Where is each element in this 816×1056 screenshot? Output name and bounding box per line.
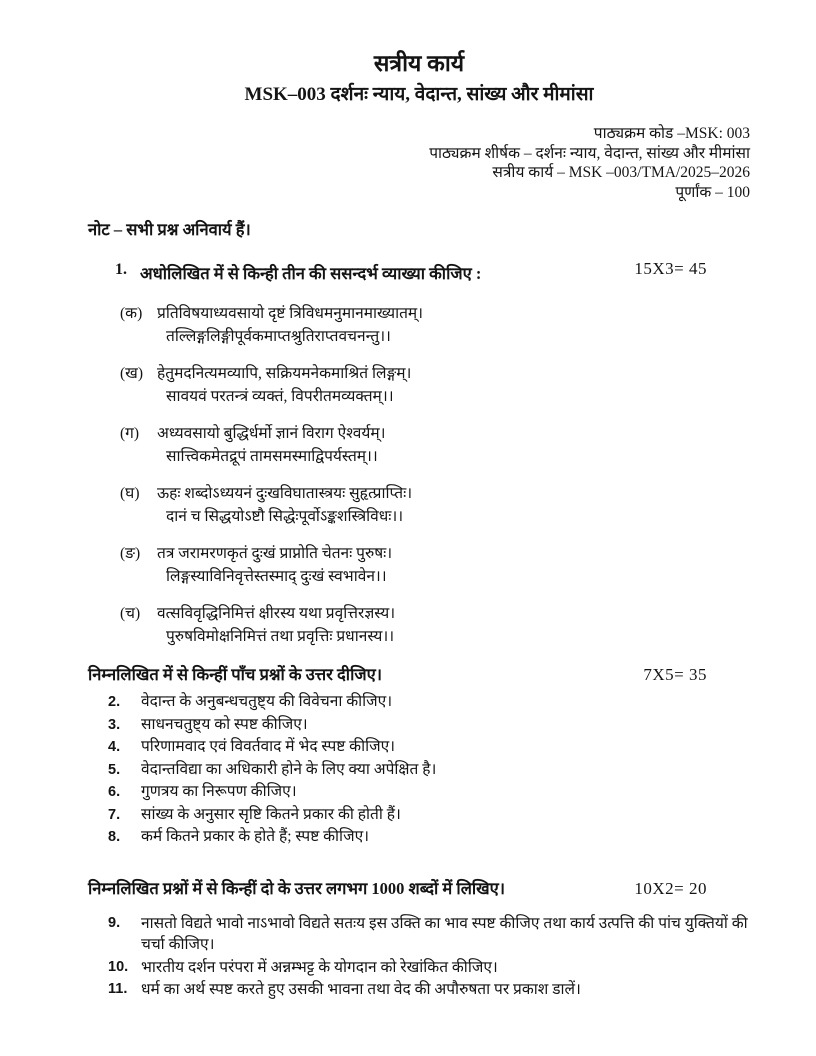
verse-line-2: सावयवं परतन्त्रं व्यक्तं, विपरीतमव्यक्तम्।। (166, 388, 394, 405)
question-1 (88, 261, 634, 284)
header-info-line: पाठ्यक्रम शीर्षक – दर्शनः न्याय, वेदान्त, सांख्य और मीमांसा (429, 144, 750, 162)
question-number: 7. (108, 806, 121, 823)
question-number: 4. (108, 739, 121, 755)
question-number: 2. (108, 694, 121, 710)
verse-line-1: प्रतिविषयाध्यवसायो दृष्टं त्रिविधमनुमानमाख्यातम्। (157, 305, 424, 322)
verse-line-2: पुरुषविमोक्षनिमित्तं तथा प्रवृत्तिः प्रधानस्य।। (166, 628, 395, 645)
verse-text (157, 362, 411, 408)
section-2-question-list (88, 691, 750, 849)
question-text: सांख्य के अनुसार सृष्टि कितने प्रकार की होती हैं। (141, 805, 401, 823)
question-item (88, 714, 750, 737)
question-text: नासतो विद्यते भावो नाऽभावो विद्यते सतःय इस उक्ति का भाव स्पष्ट कीजिए तथा कार्य उत्पत्ति की पांच युक्तियों की चर्चा कीजिए। (141, 914, 748, 953)
question-item (88, 957, 750, 979)
verse-text (157, 422, 386, 468)
header-info-line: पूर्णांक – 100 (675, 183, 750, 201)
marks-badge-section2: 7X5= 35 (643, 665, 707, 684)
question-item (88, 826, 750, 849)
question-item (88, 804, 750, 827)
question-number: 11. (108, 981, 128, 997)
question-number: 8. (108, 829, 121, 845)
question-text: वेदान्त के अनुबन्धचतुष्ट्य की विवेचना कीजिए। (141, 693, 393, 710)
note-text: नोट – सभी प्रश्न अनिवार्य हैं। (88, 220, 251, 239)
course-subtitle: MSK–003 दर्शनः न्याय, वेदान्त, सांख्य और मीमांसा (244, 84, 594, 105)
question-number: 6. (108, 784, 121, 800)
marks-badge-section3: 10X2= 20 (634, 878, 707, 898)
question-number: 1. (115, 261, 127, 278)
question-1-heading: अधोलिखित में से किन्ही तीन की ससन्दर्भ व्याख्या कीजिए : (140, 264, 482, 283)
section-3-heading: निम्नलिखित प्रश्नों में से किन्हीं दो के उत्तर लगभग 1000 शब्दों में लिखिए। (88, 878, 506, 898)
verse-text (157, 482, 412, 528)
question-1-row (88, 259, 750, 284)
verse-line-1: ऊहः शब्दोऽध्ययनं दुःखविघातास्त्रयः सुहृत्प्राप्तिः। (157, 485, 413, 502)
verse-line-1: अध्यवसायो बुद्धिर्धर्मो ज्ञानं विराग ऐश्वर्यम्। (157, 425, 386, 442)
verse-label: (च) (120, 605, 141, 622)
verse-item (120, 362, 750, 408)
verse-item (120, 422, 750, 468)
verse-list (120, 302, 750, 648)
verse-label: (क) (120, 305, 143, 322)
question-number: 9. (108, 914, 121, 931)
question-text: गुणत्रय का निरूपण कीजिए। (141, 783, 297, 800)
verse-line-2: लिङ्गस्याविनिवृत्तेस्तस्माद् दुःखं स्वभावेन।। (166, 568, 387, 585)
verse-item (120, 602, 750, 648)
verse-label: (ख) (120, 365, 144, 382)
verse-text (157, 602, 395, 648)
question-item (88, 759, 750, 782)
verse-line-1: तत्र जरामरणकृतं दुःखं प्राप्नोति चेतनः पुरुषः। (157, 545, 393, 562)
verse-label: (घ) (120, 485, 140, 502)
question-item (88, 736, 750, 759)
verse-line-2: सात्त्विकमेतद्रूपं तामसमस्माद्विपर्यस्तम्।। (166, 448, 378, 465)
question-text: भारतीय दर्शन परंपरा में अन्नम्भट्ट के योगदान को रेखांकित कीजिए। (141, 958, 498, 976)
header-info-line: सत्रीय कार्य – MSK –003/TMA/2025–2026 (492, 164, 750, 181)
section-2-heading: निम्नलिखित में से किन्हीं पाँच प्रश्नों के उत्तर दीजिए। (88, 665, 382, 684)
verse-line-2: दानं च सिद्धयोऽष्टौ सिद्धेःपूर्वोऽङ्कशस्त्रिविधः।। (166, 508, 404, 525)
header-info-block (88, 124, 750, 202)
question-item (88, 781, 750, 804)
question-text: धर्म का अर्थ स्पष्ट करते हुए उसकी भावना तथा वेद की अपौरुषता पर प्रकाश डालें। (141, 981, 581, 998)
question-text: कर्म कितने प्रकार के होते हैं; स्पष्ट कीजिए। (141, 828, 370, 845)
verse-item (120, 542, 750, 588)
question-text: साधनचतुष्ट्य को स्पष्ट कीजिए। (141, 715, 308, 733)
verse-line-1: वत्सविवृद्धिनिमित्तं क्षीरस्य यथा प्रवृत्तिरज्ञस्य। (157, 605, 396, 622)
question-text: वेदान्तविद्या का अधिकारी होने के लिए क्या अपेक्षित है। (141, 760, 437, 778)
document-title: सत्रीय कार्य (373, 51, 465, 76)
question-item (88, 979, 750, 1001)
verse-label: (ङ) (120, 545, 141, 562)
question-number: 3. (108, 716, 121, 733)
verse-text (157, 302, 423, 348)
section-3-question-list (88, 913, 750, 1001)
question-number: 10. (108, 958, 129, 975)
question-item (88, 691, 750, 714)
verse-item (120, 302, 750, 348)
question-text: परिणामवाद एवं विवर्तवाद में भेद स्पष्ट कीजिए। (141, 738, 396, 755)
question-number: 5. (108, 761, 121, 778)
question-item (88, 913, 750, 956)
verse-line-2: तल्लिङ्गलिङ्गीपूर्वकमाप्तश्रुतिराप्तवचनन्तु।। (166, 328, 391, 345)
verse-item (120, 482, 750, 528)
verse-label: (ग) (120, 425, 140, 442)
section-2-heading-row (88, 662, 750, 685)
verse-line-1: हेतुमदनित्यमव्यापि, सक्रियमनेकमाश्रितं लिङ्गम्। (157, 365, 412, 382)
header-info-line: पाठ्यक्रम कोड –MSK: 003 (593, 125, 750, 142)
verse-text (157, 542, 392, 588)
section-3-heading-row (88, 876, 750, 899)
marks-badge-section1: 15X3= 45 (634, 259, 707, 278)
